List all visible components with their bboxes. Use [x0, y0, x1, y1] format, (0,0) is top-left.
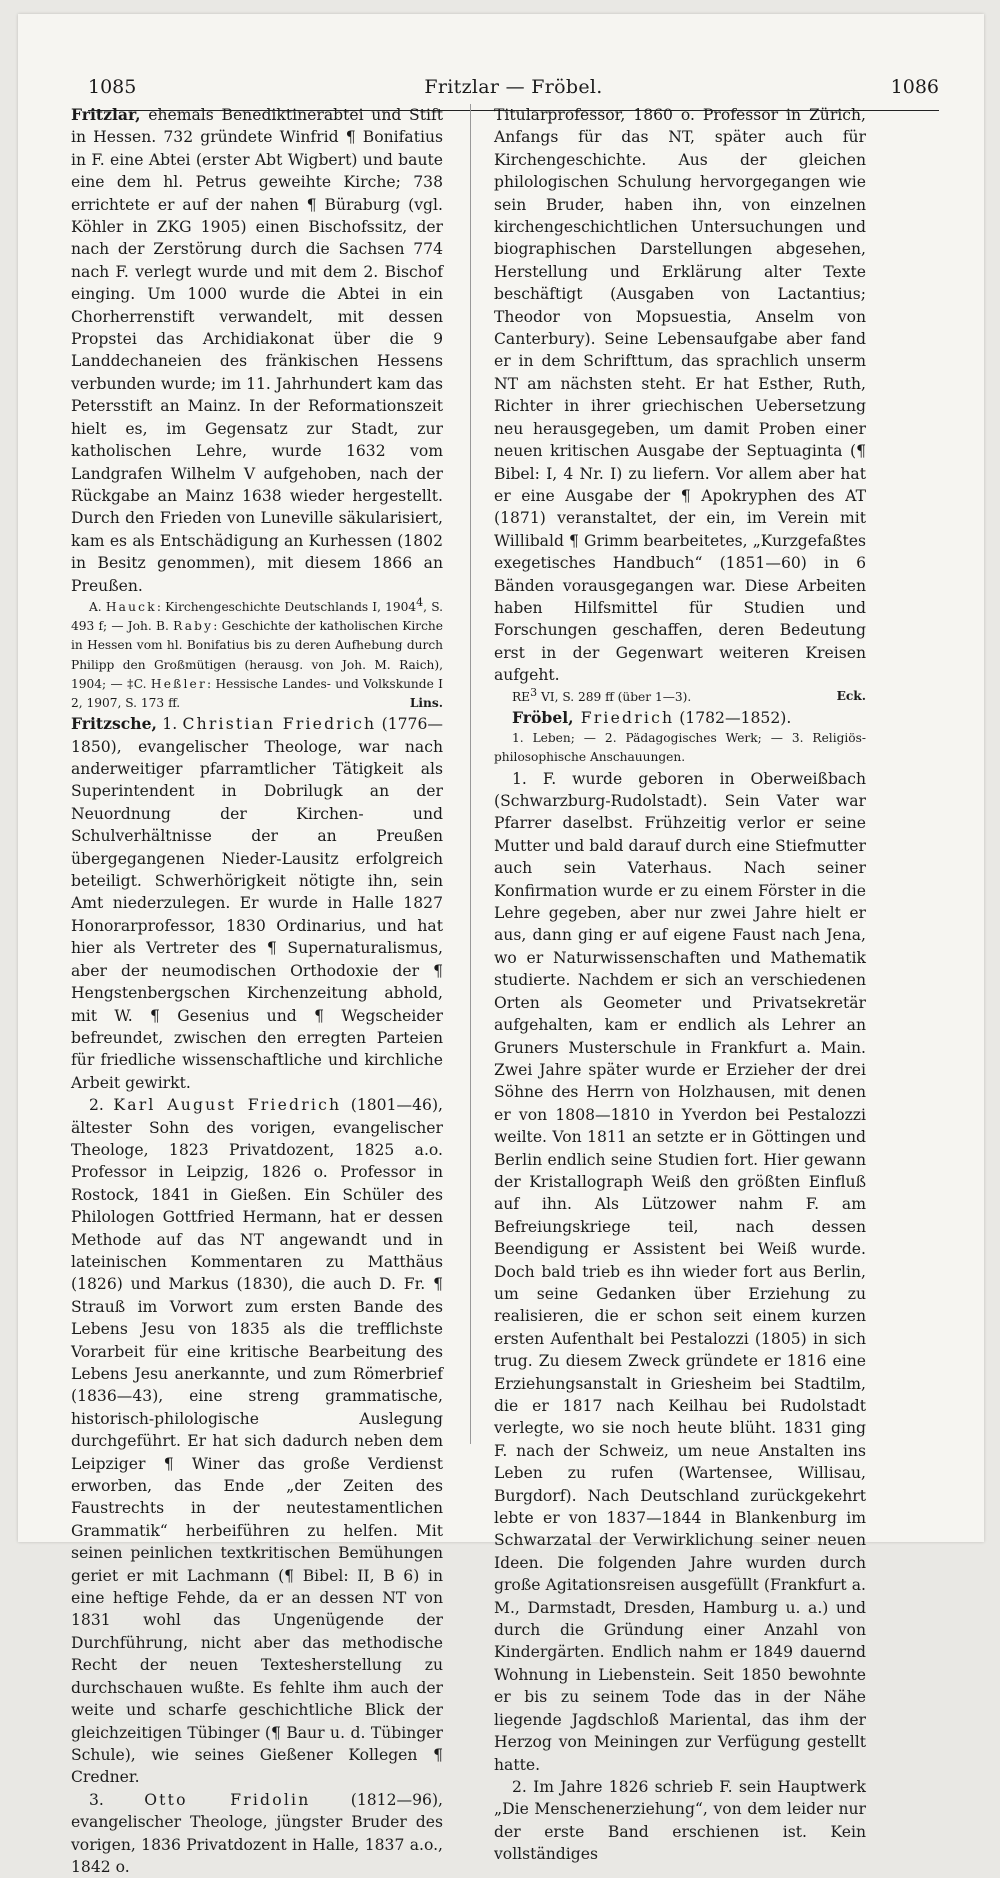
entry-fritzsche-2: [71, 1094, 443, 1789]
entry-froebel: [494, 707, 866, 729]
lit-author-raby: Raby: [173, 619, 214, 634]
lit-author-hauck: Hauck: [105, 600, 157, 614]
column-right: [494, 104, 866, 1866]
author-signature: Lins.: [409, 696, 443, 711]
froebel-section-2: 2. Im Jahre 1826 schrieb F. sein Hauptwerk „Die Menschenerziehung“, von dem leider nur der erste Band erschienen ist. Kein vollständiges: [494, 1777, 866, 1864]
fritzlar-literature: [71, 597, 443, 713]
running-title: Fritzlar — Fröbel.: [424, 76, 603, 98]
entry-number: 3.: [89, 1790, 145, 1809]
person-name: Christian Friedrich: [182, 715, 377, 734]
lit-part: RE: [512, 689, 531, 704]
entry-number: 2.: [89, 1096, 114, 1115]
entry-fritzsche-1: [71, 713, 443, 1094]
fritzsche-3-text: (1812—96), evangelischer Theologe, jüngster Bruder des vorigen, 1836 Privatdozent in Halle, 1837 a.o., 1842 o.: [71, 1790, 443, 1876]
froebel-section-1: 1. F. wurde geboren in Oberweißbach (Schwarzburg-Rudolstadt). Sein Vater war Pfarrer daselbst. Frühzeitig verlor er seine Mutter und bald darauf durch eine Stiefmutter auch sein Vaterhaus. Nach seiner Konfirmation wurde er zu einem Förster in die Lehre gegeben, aber nur zwei Jahre hielt er aus, dann ging er auf eigene Faust nach Jena, wo er Naturwissenschaften und Mathematik studierte. Nachdem er sich an verschiedenen Orten als Geometer und Privatsekretär aufgehalten, kam er endlich als Lehrer an Gruners Musterschule in Frankfurt a. Main. Zwei Jahre später wurde er Erzieher der drei Söhne des Herrn von Holzhausen, mit denen er von 1808—1810 in Yverdon bei Pestalozzi weilte. Von 1811 an setzte er in Göttingen und Berlin endlich seine Studien fort. Hier gewann der Kristallograph Weiß den größten Einfluß auf ihn. Als Lützower nahm F. am Befreiungskriege teil, nach dessen Beendigung er Assistent bei Weiß wurde. Doch bald trieb es ihn wieder fort aus Berlin, um seine Gedanken über Erziehung zu realisieren, die er schon seit einem kurzen ersten Aufenthalt bei Pestalozzi (1805) in sich trug. Zu diesem Zweck gründete er 1816 eine Erziehungsanstalt in Griesheim bei Stadtilm, die er 1817 nach Keilhau bei Rudolstadt verlegte, wo sie noch heute blüht. 1831 ging F. nach der Schweiz, um neue Anstalten ins Leben zu rufen (Wartensee, Willisau, Burgdorf). Nach Deutschland zurückgekehrt lebte er von 1837—1844 in Blankenburg im Schwarzatal der Verwirklichung seiner neuen Ideen. Die folgenden Jahre wurden durch große Agitationsreisen ausgefüllt (Frankfurt a. M., Darmstadt, Dresden, Hamburg u. a.) und durch die Gründung einer Anzahl von Kindergärten. Endlich nahm er 1849 dauernd Wohnung in Liebenstein. Seit 1850 bewohnte er bis zu seinem Tode das in der Nähe liegende Jagdschloß Mariental, das ihm der Herzog von Meiningen zur Verfügung gestellt hatte.: [494, 769, 866, 1774]
page-number-left: 1085: [88, 76, 137, 98]
lit-author-hessler: Heßler: [150, 676, 207, 691]
entry-fritzsche-3: [71, 1789, 443, 1878]
lemma-froebel: Fröbel,: [512, 707, 574, 727]
entry-fritzlar: [71, 104, 443, 597]
lit-part: , S. 493 f; — Joh. B.: [71, 600, 443, 634]
fritzsche-2-text: (1801—46), ältester Sohn des vorigen, evangelischer Theologe, 1823 Privatdozent, 1825 a.o. Professor in Leipzig, 1826 o. Professor in Rostock, 1841 in Gießen. Ein Schüler des Philologen Gottfried Hermann, hat er dessen Methode auf das NT angewandt und in lateinischen Kommentaren zu Matthäus (1826) und Markus (1830), die auch D. Fr. ¶ Strauß im Vorwort zum ersten Bande des Lebens Jesu von 1835 als die trefflichste Vorarbeit für eine kritische Bearbeitung des Lebens Jesu anerkannte, und zum Römerbrief (1836—43), eine streng grammatische, historisch-philologische Auslegung durchgeführt. Er hat sich dadurch neben dem Leipziger ¶ Winer das große Verdienst erworben, das Ende „der Zeiten des Faustrechts in der neutestamentlichen Grammatik“ herbeiführen zu helfen. Mit seinen peinlichen textkritischen Bemühungen geriet er mit Lachmann (¶ Bibel: II, B 6) in eine heftige Fehde, da er an dessen NT von 1831 wohl das Ungenügende der Durchführung, nicht aber das methodische Recht der neuen Textesherstellung zu durchschauen wußte. Es fehlte ihm auch der weite und scharfe geschichtliche Blick der gleichzeitigen Tübinger (¶ Baur u. d. Tübinger Schule), wie seines Gießener Kollegen ¶ Credner.: [71, 1096, 443, 1787]
lit-part: : Geschichte der katholischen Kirche in Hessen vom hl. Bonifatius bis zu deren Aufhebung durch Philipp den Großmütigen (herausg. von Joh. M. Raich), 1904; — ‡C.: [71, 619, 443, 691]
lit-part: VI, S. 289 ff (über 1—3).: [537, 689, 692, 704]
lemma-fritzlar: Fritzlar,: [71, 105, 141, 124]
person-name: Otto Fridolin: [144, 1790, 311, 1809]
fritzsche-literature: [494, 687, 866, 707]
froebel-toc: 1. Leben; — 2. Pädagogisches Werk; — 3. Religiös-philosophische Anschauungen.: [494, 731, 866, 765]
fritzsche-3-continuation: Titularprofessor, 1860 o. Professor in Zürich, Anfangs für das NT, später auch für Kirchengeschichte. Aus der gleichen philologischen Schulung hervorgegangen wie sein Bruder, haben ihn, von einzelnen kirchengeschichtlichen Untersuchungen und biographischen Darstellungen abgesehen, Herstellung und Erklärung alter Texte beschäftigt (Ausgaben von Lactantius; Theodor von Mopsuestia, Anselm von Canterbury). Seine Lebensaufgabe aber fand er in dem Schrifttum, das sprachlich unserm NT am nächsten steht. Er hat Esther, Ruth, Richter in ihrer griechischen Uebersetzung neu herausgegeben, um damit Proben einer neuen kritischen Ausgabe der Septuaginta (¶ Bibel: I, 4 Nr. I) zu liefern. Vor allem aber hat er eine Ausgabe der ¶ Apokryphen des AT (1871) veranstaltet, der ein, im Verein mit Willibald ¶ Grimm bearbeitetes, „Kurzgefaßtes exegetisches Handbuch“ (1851—60) in 6 Bänden vorausgegangen war. Diese Arbeiten haben Hilfsmittel für Studien und Forschungen geschaffen, deren Bedeutung erst in der Gegenwart weiteren Kreisen aufgeht.: [494, 106, 866, 685]
page-number-right: 1086: [890, 76, 939, 98]
lit-edition: 3: [530, 685, 538, 699]
author-signature: Eck.: [836, 688, 866, 703]
column-left: [71, 104, 443, 1878]
column-divider: [470, 104, 471, 1444]
person-name: Karl August Friedrich: [113, 1096, 342, 1115]
life-dates: (1782—1852).: [674, 708, 792, 727]
lit-part: : Kirchengeschichte Deutschlands I, 1904: [156, 600, 417, 614]
lemma-fritzsche: Fritzsche,: [71, 714, 157, 734]
fritzlar-text: ehemals Benediktinerabtei und Stift in Hessen. 732 gründete Winfrid ¶ Bonifatius in F. eine Abtei (erster Abt Wigbert) und baute eine dem hl. Petrus geweihte Kirche; 738 errichtete er auf der nahen ¶ Büraburg (vgl. Köhler in ZKG 1905) einen Bischofssitz, der nach der Zerstörung durch die Sachsen 774 nach F. verlegt wurde und mit dem 2. Bischof einging. Um 1000 wurde die Abtei in ein Chorherrenstift verwandelt, mit dessen Propstei das Archidiakonat über die 9 Landdechaneien des fränkischen Hessens verbunden wurde; im 11. Jahrhundert kam das Petersstift an Mainz. In der Reformationszeit hielt es, im Gegensatz zur Stadt, zur katholischen Lehre, wurde 1632 vom Landgrafen Wilhelm V aufgehoben, nach der Rückgabe an Mainz 1638 wieder hergestellt. Durch den Frieden von Luneville säkularisiert, kam es als Entschädigung an Kurhessen (1802 in Besitz genommen), mit diesem 1866 an Preußen.: [71, 106, 443, 595]
lit-edition: 4: [416, 595, 424, 609]
entry-number: 1.: [156, 715, 183, 734]
fritzsche-1-text: (1776—1850), evangelischer Theologe, war nach anderweitiger pfarramtlicher Tätigkeit als Superintendent in Dobrilugk an der Neuordnung der Kirchen- und Schulverhältnisse der an Preußen übergegangenen Nieder-Lausitz erfolgreich beteiligt. Schwerhörigkeit nötigte ihn, sein Amt niederzulegen. Er wurde in Halle 1827 Honorarprofessor, 1830 Ordinarius, und hat hier als Vertreter des ¶ Supernaturalismus, aber der neumodischen Orthodoxie der ¶ Hengstenbergschen Kirchenzeitung abhold, mit W. ¶ Gesenius und ¶ Wegscheider befreundet, zwischen den erregten Parteien für friedliche wissenschaftliche und kirchliche Arbeit gewirkt.: [71, 715, 443, 1092]
lit-part: A.: [89, 600, 106, 614]
lit-part: : Hessische Landes- und Volkskunde I 2, 1907, S. 173 ff.: [71, 676, 443, 711]
person-name: Friedrich: [573, 708, 675, 727]
